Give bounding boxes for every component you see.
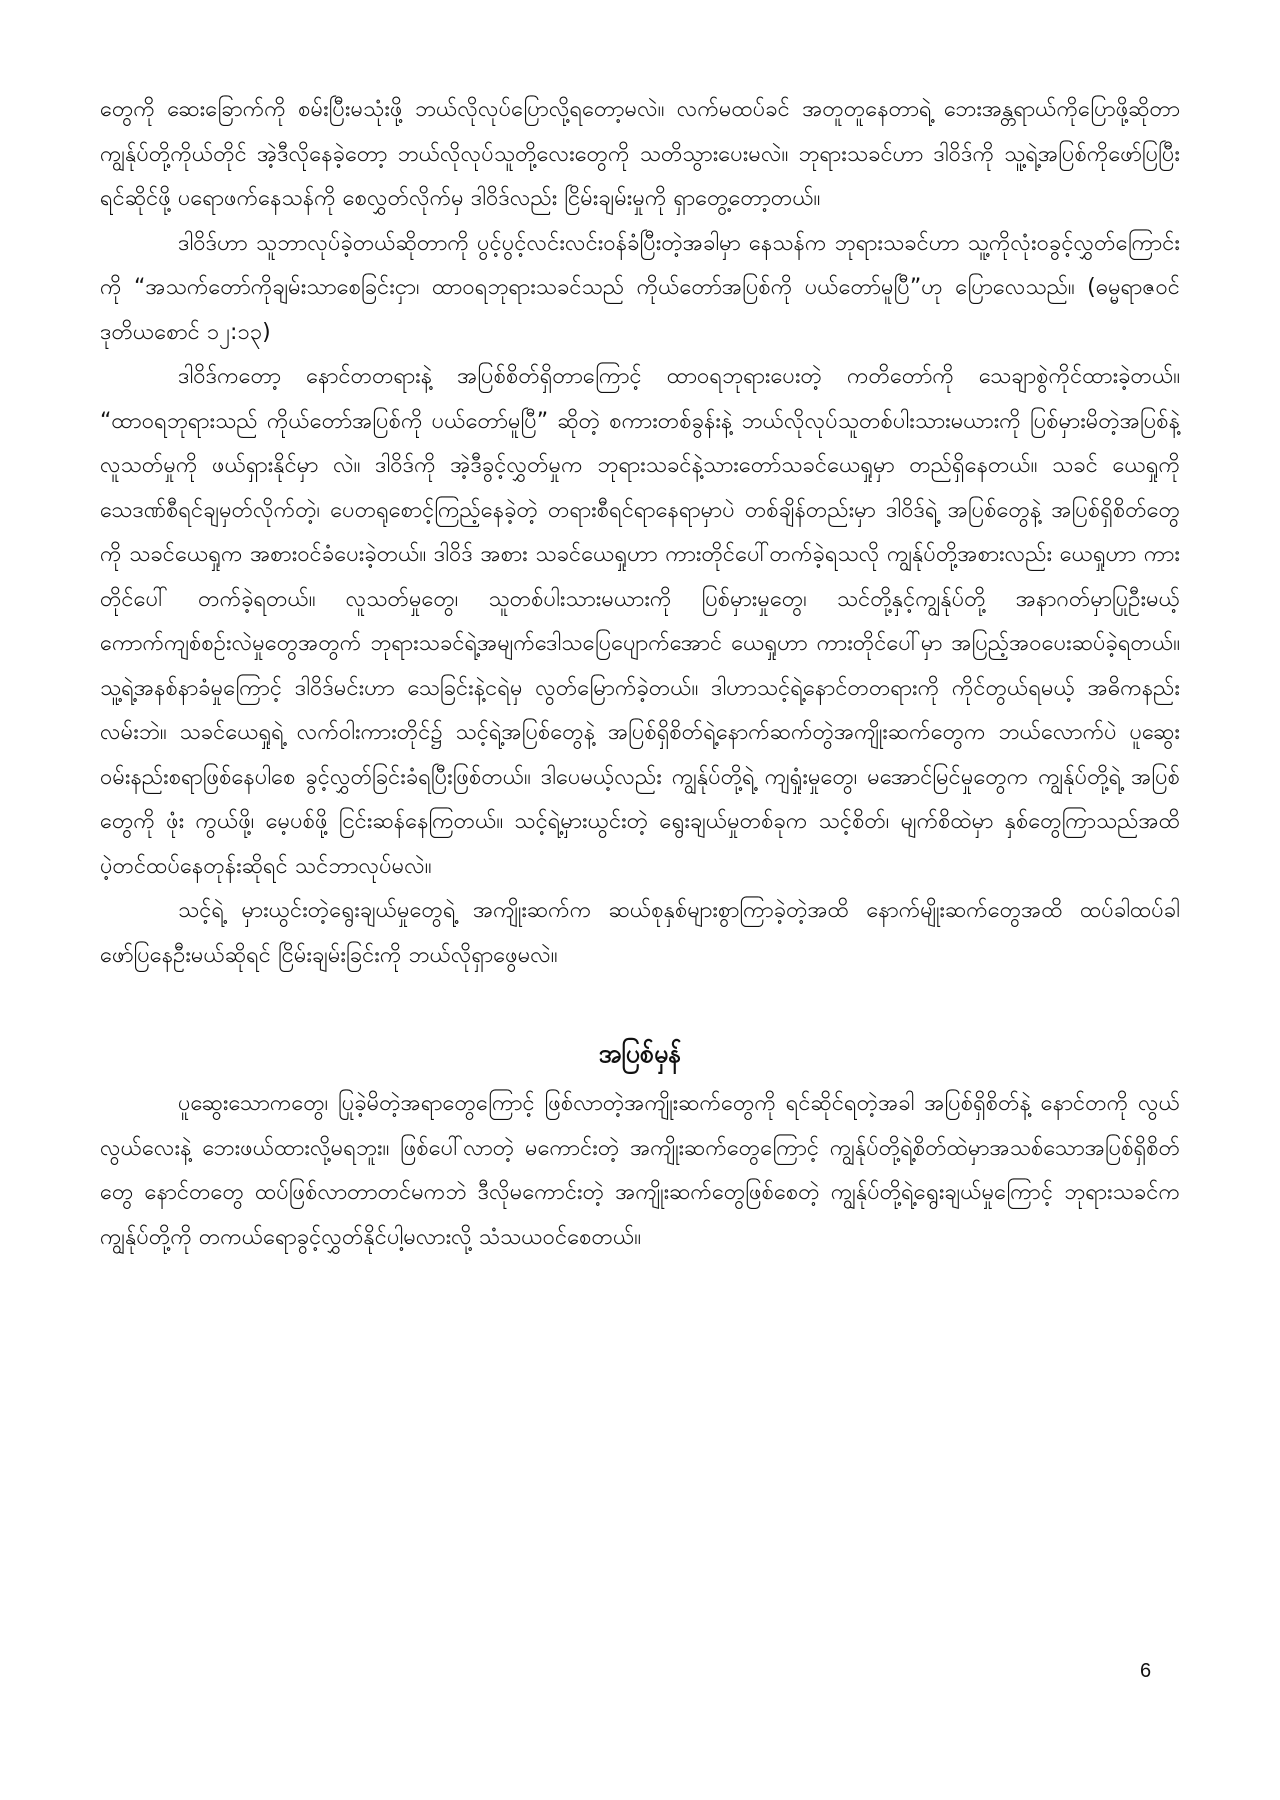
page-number: 6 — [1140, 1660, 1152, 1682]
body-paragraph-1: တွေကို ဆေးခြောက်ကို စမ်းပြီးမသုံးဖို့ ဘယ်လိုလုပ်ပြောလို့ရတော့မလဲ။ လက်မထပ်ခင် အတူတူနေတာရဲ့ ဘေးအန္တရာယ်ကိုပြောဖို့ဆိုတာ ကျွန်ုပ်တို့ကိုယ်တိုင် အဲ့ဒီလိုနေခဲ့တော့ ဘယ်လိုလုပ်သူတို့လေးတွေကို သတိသွားပေးမလဲ။ ဘုရားသခင်ဟာ ဒါဝိဒ်ကို သူ့ရဲ့အပြစ်ကိုဖော်ပြပြီး ရင်ဆိုင်ဖို့ ပရောဖက်နေသန်ကို စေလွှတ်လိုက်မှ ဒါဝိဒ်လည်း ငြိမ်းချမ်းမှုကို ရှာတွေ့တော့တယ်။ — [100, 97, 1180, 211]
body-paragraph-4: သင့်ရဲ့ မှားယွင်းတဲ့ရွေးချယ်မှုတွေရဲ့ အကျိုးဆက်က ဆယ်စုနှစ်များစွာကြာခဲ့တဲ့အထိ နောက်မျိုးဆက်တွေအထိ ထပ်ခါထပ်ခါ ဖော်ပြနေဦးမယ်ဆိုရင် ငြိမ်းချမ်းခြင်းကို ဘယ်လိုရှာဖွေမလဲ။ — [100, 898, 1180, 968]
section-heading: အပြစ်မှန် — [598, 1039, 682, 1068]
section-paragraph: ပူဆွေးသောကတွေ၊ ပြုခဲ့မိတဲ့အရာတွေကြောင့် ဖြစ်လာတဲ့အကျိုးဆက်တွေကို ရင်ဆိုင်ရတဲ့အခါ အပြစ်ရှိစိတ်နဲ့ နောင်တကို လွယ်လွယ်လေးနဲ့ ဘေးဖယ်ထားလို့မရဘူး။ ဖြစ်ပေါ်လာတဲ့ မကောင်းတဲ့ အကျိုးဆက်တွေကြောင့် ကျွန်ုပ်တို့ရဲ့စိတ်ထဲမှာအသစ်သောအပြစ်ရှိစိတ်တွေ နောင်တတွေ ထပ်ဖြစ်လာတာတင်မကဘဲ ဒီလိုမကောင်းတဲ့ အကျိုးဆက်တွေဖြစ်စေတဲ့ ကျွန်ုပ်တို့ရဲ့ရွေးချယ်မှုကြောင့် ဘုရားသခင်က ကျွန်ုပ်တို့ကို တကယ်ရောခွင့်လွှတ်နိုင်ပါ့မလားလို့ သံသယဝင်စေတယ်။ — [100, 1091, 1180, 1250]
document-page — [100, 88, 1180, 1260]
body-paragraph-3: ဒါဝိဒ်ကတော့ နောင်တတရားနဲ့ အပြစ်စိတ်ရှိတာကြောင့် ထာဝရဘုရားပေးတဲ့ ကတိတော်ကို သေချာစွဲကိုင်ထားခဲ့တယ်။ “ထာဝရဘုရားသည် ကိုယ်တော်အပြစ်ကို ပယ်တော်မူပြီ” ဆိုတဲ့ စကားတစ်ခွန်းနဲ့ ဘယ်လိုလုပ်သူတစ်ပါးသားမယားကို ပြစ်မှားမိတဲ့အပြစ်နဲ့ လူသတ်မှုကို ဖယ်ရှားနိုင်မှာ လဲ။ ဒါဝိဒ်ကို အဲ့ဒီခွင့်လွှတ်မှုက ဘုရားသခင်နဲ့သားတော်သခင်ယေရှုမှာ တည်ရှိနေတယ်။ သခင် ယေရှုကို သေဒဏ်စီရင်ချမှတ်လိုက်တဲ့၊ ပေတရုစောင့်ကြည့်နေခဲ့တဲ့ တရားစီရင်ရာနေရာမှာပဲ တစ်ချိန်တည်းမှာ ဒါဝိဒ်ရဲ့ အပြစ်တွေနဲ့ အပြစ်ရှိစိတ်တွေကို သခင်ယေရှုက အစားဝင်ခံပေးခဲ့တယ်။ ဒါဝိဒ် အစား သခင်ယေရှုဟာ ကားတိုင်ပေါ်တက်ခဲ့ရသလို ကျွန်ုပ်တို့အစားလည်း ယေရှုဟာ ကားတိုင်ပေါ် တက်ခဲ့ရတယ်။ လူသတ်မှုတွေ၊ သူတစ်ပါးသားမယားကို ပြစ်မှားမှုတွေ၊ သင်တို့နှင့်ကျွန်ုပ်တို့ အနာဂတ်မှာပြုဦးမယ့် ကောက်ကျစ်စဉ်းလဲမှုတွေအတွက် ဘုရားသခင်ရဲ့အမျက်ဒေါသပြေပျောက်အောင် ယေရှုဟာ ကားတိုင်ပေါ်မှာ အပြည့်အဝပေးဆပ်ခဲ့ရတယ်။ သူ့ရဲ့အနစ်နာခံမှုကြောင့် ဒါဝိဒ်မင်းဟာ သေခြင်းနဲ့ငရဲမှ လွတ်မြောက်ခဲ့တယ်။ ဒါဟာသင့်ရဲ့နောင်တတရားကို ကိုင်တွယ်ရမယ့် အဓိကနည်းလမ်းဘဲ။ သခင်ယေရှုရဲ့ လက်ဝါးကားတိုင်၌ သင့်ရဲ့အပြစ်တွေနဲ့ အပြစ်ရှိစိတ်ရဲ့နောက်ဆက်တွဲအကျိုးဆက်တွေက ဘယ်လောက်ပဲ ပူဆွေးဝမ်းနည်းစရာဖြစ်နေပါစေ ခွင့်လွှတ်ခြင်းခံရပြီးဖြစ်တယ်။ ဒါပေမယ့်လည်း ကျွန်ုပ်တို့ရဲ့ ကျရှုံးမှုတွေ၊ မအောင်မြင်မှုတွေက ကျွန်ုပ်တို့ရဲ့ အပြစ်တွေကို ဖုံး ကွယ်ဖို့၊ မေ့ပစ်ဖို့ ငြင်းဆန်နေကြတယ်။ သင့်ရဲ့မှားယွင်းတဲ့ ရွေးချယ်မှုတစ်ခုက သင့်စိတ်၊ မျက်စိထဲမှာ နှစ်တွေကြာသည်အထိ ပဲ့တင်ထပ်နေတုန်းဆိုရင် သင်ဘာလုပ်မလဲ။ — [100, 364, 1180, 879]
body-paragraph-2: ဒါဝိဒ်ဟာ သူဘာလုပ်ခဲ့တယ်ဆိုတာကို ပွင့်ပွင့်လင်းလင်းဝန်ခံပြီးတဲ့အခါမှာ နေသန်က ဘုရားသခင်ဟာ သူ့ကိုလုံးဝခွင့်လွှတ်ကြောင်းကို “အသက်တော်ကိုချမ်းသာစေခြင်းငှာ၊ ထာဝရဘုရားသခင်သည် ကိုယ်တော်အပြစ်ကို ပယ်တော်မူပြီ”ဟု ပြောလေသည်။ (ဓမ္မရာဇဝင်ဒုတိယစောင် ၁၂:၁၃) — [100, 230, 1180, 345]
